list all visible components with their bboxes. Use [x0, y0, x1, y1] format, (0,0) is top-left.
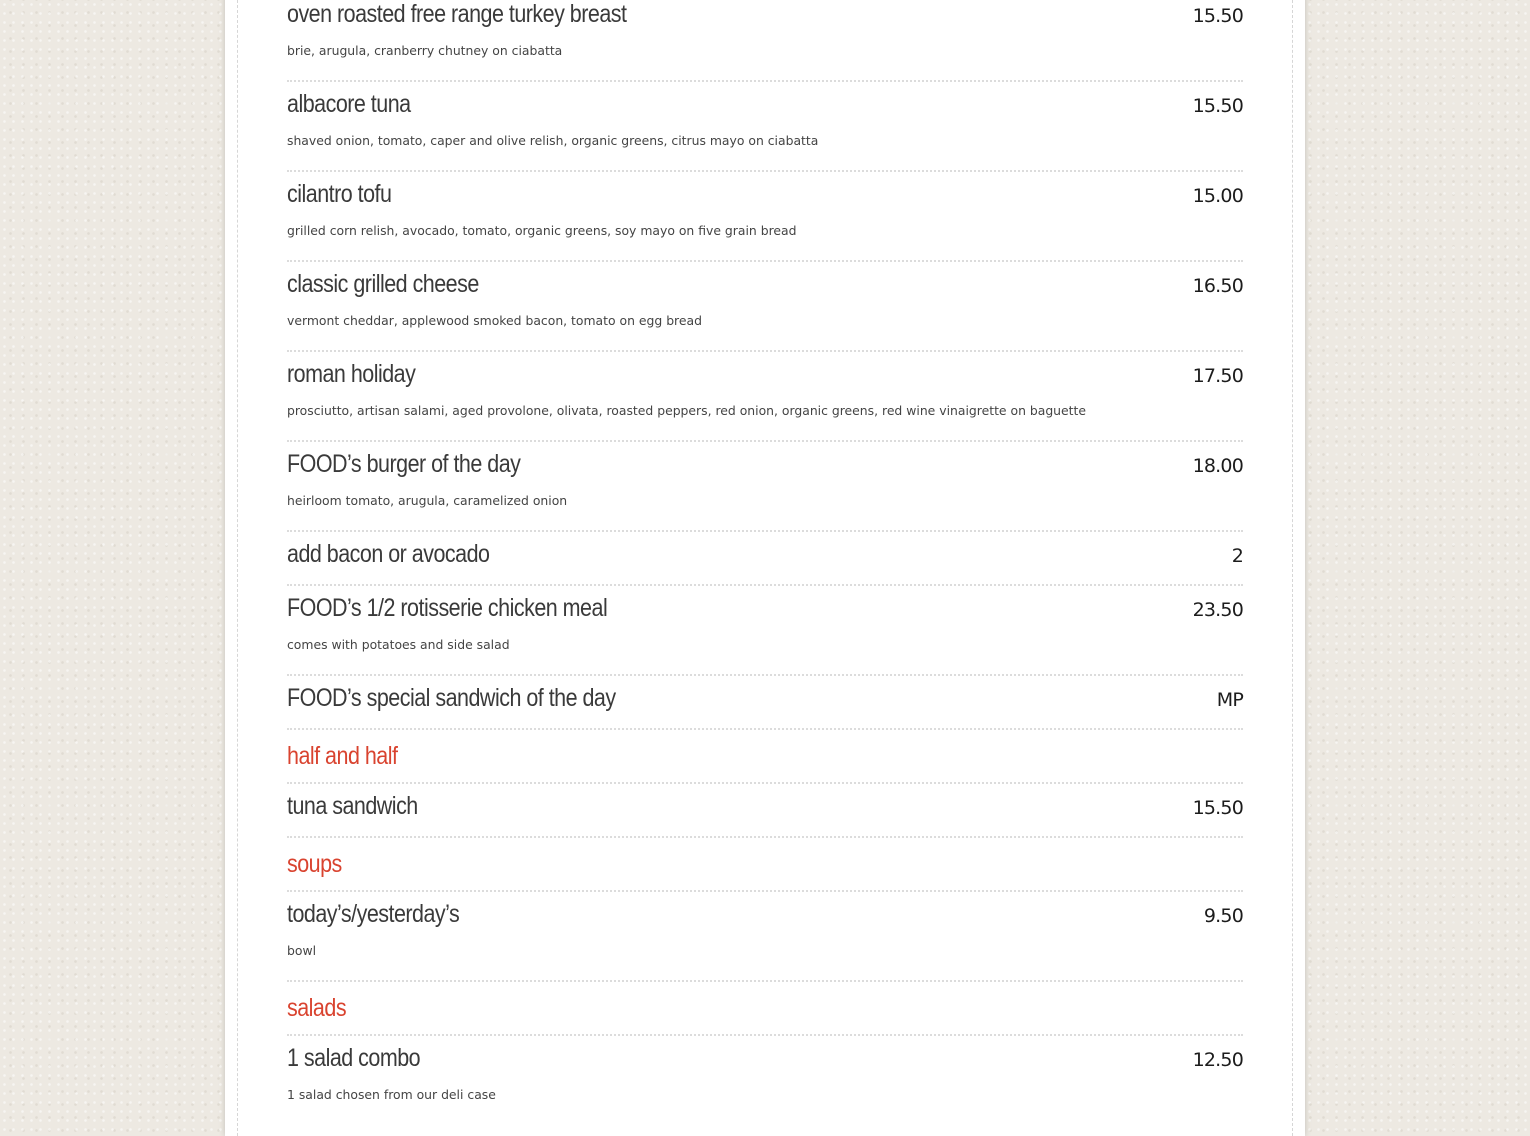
item-name: oven roasted free range turkey breast: [287, 0, 627, 28]
item-price: 15.00: [1192, 185, 1243, 207]
item-name: classic grilled cheese: [287, 270, 479, 298]
item-name: 1 salad combo: [287, 1044, 421, 1072]
menu-item: [287, 0, 1243, 82]
menu-item: [287, 892, 1243, 982]
menu-item: [287, 442, 1243, 532]
item-price: 16.50: [1192, 275, 1243, 297]
item-description: 1 salad chosen from our deli case: [287, 1087, 496, 1102]
menu-list: [287, 0, 1243, 1126]
section-title: half and half: [287, 742, 398, 770]
item-description: vermont cheddar, applewood smoked bacon, tomato on egg bread: [287, 313, 702, 328]
item-price: 15.50: [1192, 5, 1243, 27]
item-price: MP: [1216, 689, 1243, 711]
section-heading-soups: [287, 838, 1243, 892]
menu-panel: [225, 0, 1305, 1136]
menu-item: [287, 82, 1243, 172]
section-heading-half-and-half: [287, 730, 1243, 784]
menu-item: [287, 1036, 1243, 1126]
item-price: 18.00: [1192, 455, 1243, 477]
section-title: soups: [287, 850, 342, 878]
item-description: bowl: [287, 943, 317, 958]
menu-item: [287, 784, 1243, 838]
item-price: 15.50: [1192, 95, 1243, 117]
item-description: comes with potatoes and side salad: [287, 637, 510, 652]
item-name: cilantro tofu: [287, 180, 392, 208]
section-heading-salads: [287, 982, 1243, 1036]
item-name: albacore tuna: [287, 90, 411, 118]
menu-item: [287, 172, 1243, 262]
item-name: add bacon or avocado: [287, 540, 490, 568]
item-price: 12.50: [1192, 1049, 1243, 1071]
menu-item: [287, 586, 1243, 676]
item-price: 17.50: [1192, 365, 1243, 387]
item-description: prosciutto, artisan salami, aged provolone, olivata, roasted peppers, red onion, organic greens, red wine vinaigrette on baguette: [287, 403, 1086, 418]
item-description: heirloom tomato, arugula, caramelized onion: [287, 493, 568, 508]
menu-item: [287, 676, 1243, 730]
item-price: 2: [1231, 545, 1243, 567]
item-description: grilled corn relish, avocado, tomato, organic greens, soy mayo on five grain bread: [287, 223, 797, 238]
item-price: 15.50: [1192, 797, 1243, 819]
item-name: tuna sandwich: [287, 792, 418, 820]
item-price: 9.50: [1203, 905, 1243, 927]
section-title: salads: [287, 994, 347, 1022]
item-name: FOOD’s 1/2 rotisserie chicken meal: [287, 594, 608, 622]
item-description: shaved onion, tomato, caper and olive relish, organic greens, citrus mayo on ciabatta: [287, 133, 819, 148]
menu-item: [287, 262, 1243, 352]
item-name: FOOD’s special sandwich of the day: [287, 684, 616, 712]
item-name: FOOD’s burger of the day: [287, 450, 521, 478]
item-description: brie, arugula, cranberry chutney on ciabatta: [287, 43, 563, 58]
menu-item: [287, 532, 1243, 586]
item-name: roman holiday: [287, 360, 416, 388]
menu-item: [287, 352, 1243, 442]
item-price: 23.50: [1192, 599, 1243, 621]
item-name: today’s/yesterday’s: [287, 900, 460, 928]
